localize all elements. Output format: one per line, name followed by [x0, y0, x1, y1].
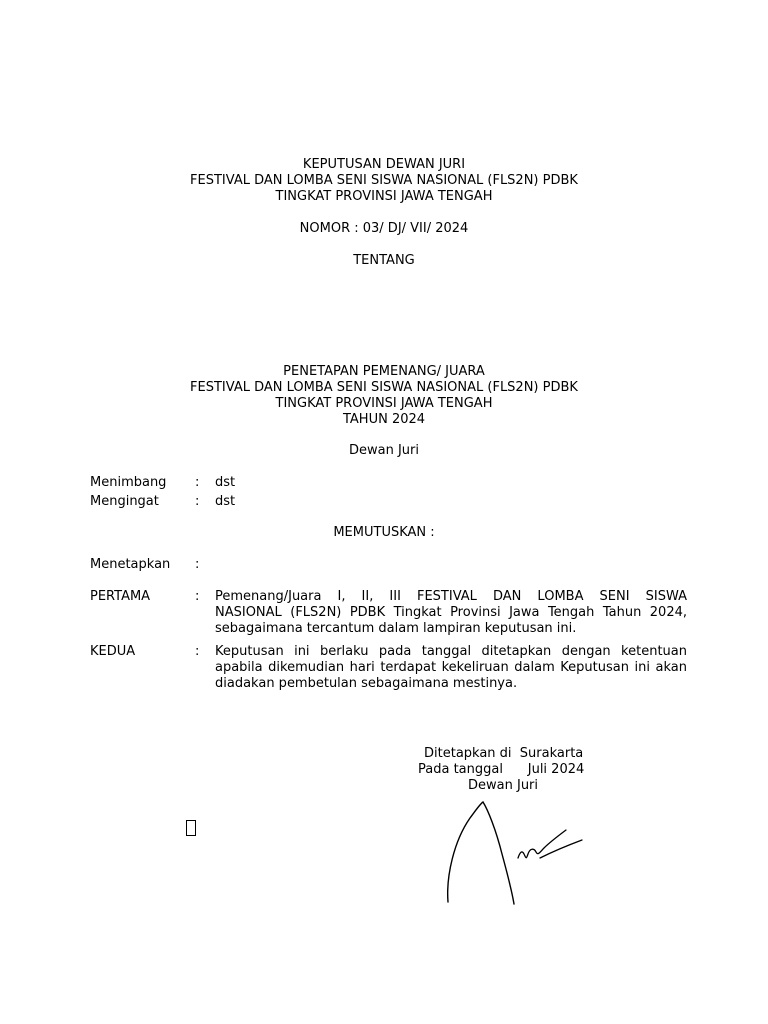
kedua-line: Keputusan ini berlaku pada tanggal ditetapkan dengan ketentuan	[215, 644, 687, 659]
signature-date: Pada tanggal Juli 2024	[418, 762, 585, 777]
menetapkan-label: Menetapkan	[90, 557, 171, 572]
pertama-label: PERTAMA	[90, 589, 151, 604]
pertama-line: NASIONAL (FLS2N) PDBK Tingkat Provinsi Jawa Tengah Tahun 2024,	[215, 605, 687, 620]
menimbang-colon: :	[195, 475, 200, 490]
header-level: TINGKAT PROVINSI JAWA TENGAH	[275, 189, 493, 204]
signature-place: Ditetapkan di Surakarta	[424, 746, 584, 761]
pertama-paragraph	[215, 589, 687, 637]
handwritten-signature-icon	[440, 796, 600, 906]
document-number: NOMOR : 03/ DJ/ VII/ 2024	[299, 221, 469, 236]
subject-title: PENETAPAN PEMENANG/ JUARA	[283, 364, 485, 379]
header-title: KEPUTUSAN DEWAN JURI	[302, 157, 466, 172]
menimbang-value: dst	[215, 475, 236, 490]
pertama-line: sebagaimana tercantum dalam lampiran keputusan ini.	[215, 621, 577, 636]
tentang-heading: TENTANG	[353, 253, 415, 268]
menimbang-label: Menimbang	[90, 475, 167, 490]
subject-issuer: Dewan Juri	[348, 443, 419, 458]
mengingat-label: Mengingat	[90, 494, 159, 509]
pertama-colon: :	[195, 589, 200, 604]
header-festival: FESTIVAL DAN LOMBA SENI SISWA NASIONAL (FLS2N) PDBK	[190, 173, 578, 188]
mengingat-value: dst	[215, 494, 236, 509]
subject-year: TAHUN 2024	[342, 412, 426, 427]
kedua-colon: :	[195, 644, 200, 659]
pertama-line: Pemenang/Juara I, II, III FESTIVAL DAN LOMBA SENI SISWA	[215, 589, 687, 604]
missing-glyph-icon	[186, 820, 196, 836]
decision-heading: MEMUTUSKAN :	[333, 525, 435, 540]
subject-festival: FESTIVAL DAN LOMBA SENI SISWA NASIONAL (FLS2N) PDBK	[190, 380, 578, 395]
mengingat-colon: :	[195, 494, 200, 509]
kedua-paragraph	[215, 644, 687, 692]
menetapkan-colon: :	[195, 557, 200, 572]
subject-level: TINGKAT PROVINSI JAWA TENGAH	[275, 396, 493, 411]
kedua-line: diadakan pembetulan sebagaimana mestinya.	[215, 676, 518, 691]
kedua-label: KEDUA	[90, 644, 136, 659]
kedua-line: apabila dikemudian hari terdapat kekeliruan dalam Keputusan ini akan	[215, 660, 687, 675]
signature-signer: Dewan Juri	[468, 778, 539, 793]
